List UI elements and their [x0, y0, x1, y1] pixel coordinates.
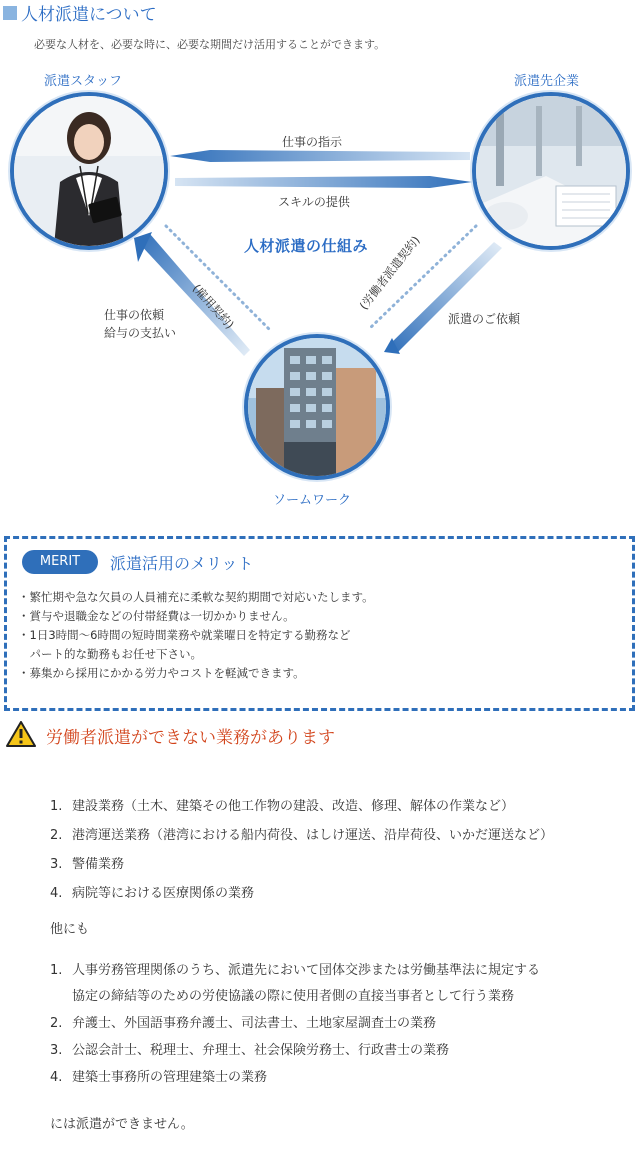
restricted-list-1 — [50, 792, 553, 908]
merit-item: パート的な勤務もお任せ下さい。 — [18, 647, 202, 661]
restricted-list-2 — [50, 1010, 449, 1091]
right-request-label: 派遣のご依頼 — [448, 312, 521, 326]
list-item: 4. 建築士事務所の管理建築士の業務 — [50, 1070, 268, 1085]
merit-item: ・繁忙期や急な欠員の人員補充に柔軟な契約期間で対応いたします。 — [18, 590, 374, 604]
merit-item: ・賞与や退職金などの付帯経費は一切かかりません。 — [18, 609, 295, 623]
merit-title: 派遣活用のメリット — [110, 554, 254, 573]
arrow-skill — [175, 176, 472, 188]
list-item: 3. 警備業務 — [50, 857, 125, 872]
restricted-list-2-item-1: 1. 人事労務管理関係のうち、派遣先において団体交渉または労働基準法に規定する 協定の締結等のための労使協議の際に使用者側の直接当事者として行う業務 — [50, 963, 541, 1004]
merit-badge: MERIT — [22, 550, 98, 574]
list-item: 1. 建設業務（土木、建築その他工作物の建設、改造、修理、解体の作業など） — [50, 799, 515, 814]
contract-employment-label: (雇用契約) — [189, 281, 237, 332]
other-text: 他にも — [50, 922, 90, 937]
diagram-arrows — [0, 0, 640, 520]
left-line2: 給与の支払い — [104, 326, 177, 340]
warning-icon — [6, 721, 36, 747]
arrow-instruction — [170, 150, 470, 162]
arrow-skill-label: スキルの提供 — [278, 195, 350, 209]
agency-label: ソームワーク — [273, 493, 352, 508]
center-title: 人材派遣の仕組み — [244, 237, 369, 255]
list-item: 4. 病院等における医療関係の業務 — [50, 886, 255, 901]
contract-dispatch-label: (労働者派遣契約) — [356, 233, 423, 313]
arrow-instruction-label: 仕事の指示 — [282, 135, 343, 149]
merit-item: ・募集から採用にかかる労力やコストを軽減できます。 — [18, 666, 305, 680]
left-request-label — [104, 306, 176, 342]
closing-text: には派遣ができません。 — [50, 1117, 194, 1132]
list-item: 2. 港湾運送業務（港湾における船内荷役、はしけ運送、沿岸荷役、いかだ運送など） — [50, 828, 554, 843]
list-item: 2. 弁護士、外国語事務弁護士、司法書士、土地家屋調査士の業務 — [50, 1016, 437, 1031]
company-label: 派遣先企業 — [514, 74, 580, 89]
merit-list — [18, 588, 374, 683]
intro-text: 必要な人材を、必要な時に、必要な期間だけ活用することができます。 — [34, 38, 386, 51]
list-item: 3. 公認会計士、税理士、弁理士、社会保険労務士、行政書士の業務 — [50, 1043, 450, 1058]
staff-label: 派遣スタッフ — [44, 74, 123, 89]
section-title-text: 人材派遣について — [21, 5, 157, 25]
left-line1: 仕事の依頼 — [104, 308, 165, 322]
merit-item: ・1日3時間～6時間の短時間業務や就業曜日を特定する勤務など — [18, 628, 351, 642]
warning-title: 労働者派遣ができない業務があります — [46, 728, 335, 748]
